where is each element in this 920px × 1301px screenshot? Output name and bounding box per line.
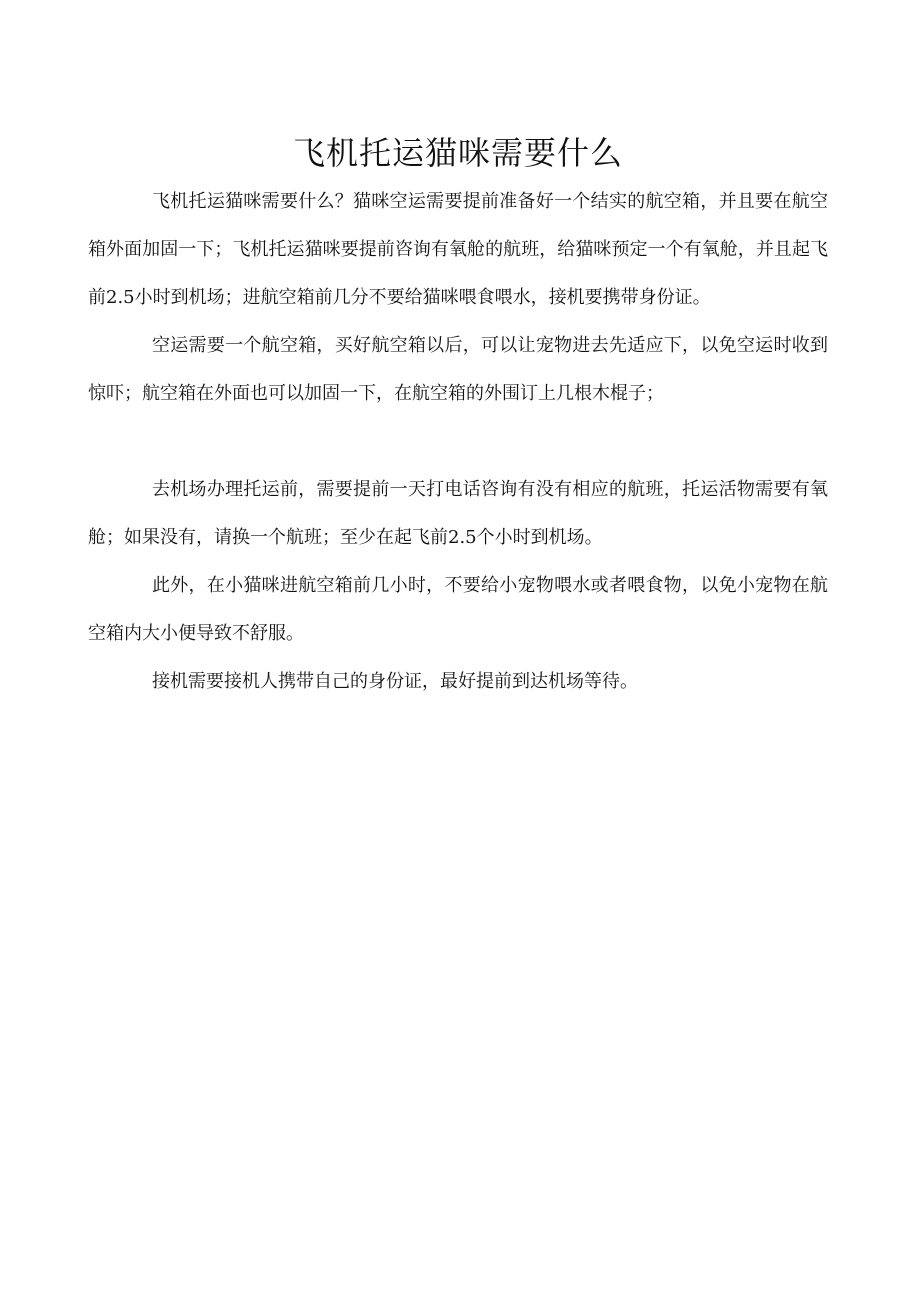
paragraph-2: 空运需要一个航空箱，买好航空箱以后，可以让宠物进去先适应下，以免空运时收到惊吓；航空箱在外面也可以加固一下，在航空箱的外围订上几根木棍子； xyxy=(88,335,828,404)
paragraph-3: 去机场办理托运前，需要提前一天打电话咨询有没有相应的航班，托运活物需要有氧舱；如果没有，请换一个航班；至少在起飞前2.5个小时到机场。 xyxy=(88,479,828,548)
document-page xyxy=(88,128,828,706)
paragraph-1: 飞机托运猫咪需要什么？猫咪空运需要提前准备好一个结实的航空箱，并且要在航空箱外面加固一下；飞机托运猫咪要提前咨询有氧舱的航班，给猫咪预定一个有氧舱，并且起飞前2.5小时到机场；进航空箱前几分不要给猫咪喂食喂水，接机要携带身份证。 xyxy=(88,191,828,308)
blank-line xyxy=(88,418,828,466)
document-title: 飞机托运猫咪需要什么 xyxy=(292,134,623,172)
paragraph-4: 此外，在小猫咪进航空箱前几小时，不要给小宠物喂水或者喂食物，以免小宠物在航空箱内大小便导致不舒服。 xyxy=(88,575,828,644)
paragraph-5: 接机需要接机人携带自己的身份证，最好提前到达机场等待。 xyxy=(152,671,638,692)
